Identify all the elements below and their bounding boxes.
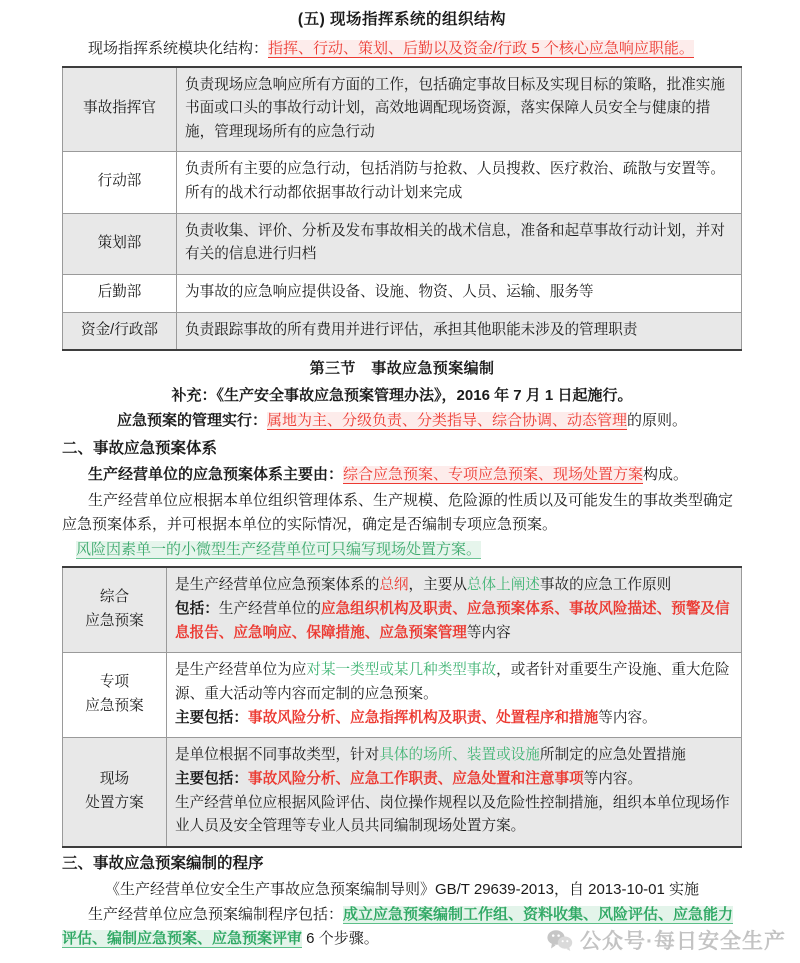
section-heading-3: 第三节 事故应急预案编制 bbox=[309, 360, 495, 378]
seg-red: 事故风险分析、应急工作职责、应急处置和注意事项 bbox=[247, 770, 584, 787]
standard-line: 《生产经营单位安全生产事故应急预案编制导则》GB/T 29639-2013，自 2013-10-01 实施 bbox=[104, 880, 700, 898]
seg-green: 总体上阐述 bbox=[466, 577, 540, 594]
supplement-line bbox=[62, 384, 742, 408]
system-paragraph: 生产经营单位应根据本单位组织管理体系、生产规模、危险源的性质以及可能发生的事故类型确定应急预案体系，并可根据本单位的实际情况，确定是否编制专项应急预案。 bbox=[62, 491, 734, 533]
body-line-1 bbox=[175, 574, 733, 598]
row-label-line1: 专项 bbox=[99, 674, 130, 691]
supplement-label: 补充： bbox=[171, 386, 217, 404]
seg-green: 对某一类型或某几种类型事故 bbox=[306, 662, 497, 679]
row-body bbox=[167, 738, 742, 847]
row-body: 负责跟踪事故的所有费用并进行评估，承担其他职能未涉及的管理职责 bbox=[177, 312, 742, 350]
seg-text: 事故的应急工作原则 bbox=[539, 577, 672, 594]
table-row bbox=[63, 738, 742, 847]
row-body: 为事故的应急响应提供设备、设施、物资、人员、运输、服务等 bbox=[177, 275, 742, 313]
seg-text: 等内容 bbox=[466, 624, 511, 641]
section-heading-2: 二、事故应急预案体系 bbox=[62, 440, 218, 458]
table-row bbox=[63, 275, 742, 313]
row-label-line2: 处置方案 bbox=[85, 794, 144, 811]
body-line-1 bbox=[175, 744, 733, 768]
page-title: (五) 现场指挥系统的组织结构 bbox=[297, 11, 507, 28]
table-row bbox=[63, 567, 742, 652]
seg-red: 事故风险分析、应急指挥机构及职责、处置程序和措施 bbox=[247, 709, 599, 726]
seg-text: 是生产经营单位应急预案体系的 bbox=[175, 577, 380, 594]
seg-label: 主要包括： bbox=[175, 709, 248, 726]
composition-highlight: 综合应急预案、专项应急预案、现场处置方案 bbox=[343, 466, 644, 484]
procedure-label: 生产经营单位应急预案编制程序包括： bbox=[88, 905, 344, 923]
intro-line bbox=[62, 37, 742, 61]
body-line-2 bbox=[175, 598, 733, 645]
plan-system-table bbox=[62, 566, 742, 847]
intro-highlight: 指挥、行动、策划、后勤以及资金/行政 5 个核心应急响应职能。 bbox=[268, 40, 694, 58]
seg-red: 应急组织机构及职责、应急预案体系、事故风险描述、预警及信息报告、应急响应、保障措施、应急预案管理 bbox=[175, 601, 730, 641]
management-line bbox=[62, 409, 742, 433]
row-label: 资金/行政部 bbox=[63, 312, 177, 350]
section-heading-4: 三、事故应急预案编制的程序 bbox=[62, 854, 264, 872]
seg-text: 所制定的应急处置措施 bbox=[539, 747, 686, 764]
row-body: 负责所有主要的应急行动，包括消防与抢救、人员搜救、医疗救治、疏散与安置等。所有的战术行动都依据事故行动计划来完成 bbox=[177, 152, 742, 213]
seg-text: ，主要从 bbox=[408, 577, 467, 594]
supplement-text: 《生产安全事故应急预案管理办法》，2016 年 7 月 1 日起施行。 bbox=[216, 386, 633, 404]
composition-tail: 构成。 bbox=[643, 466, 689, 484]
row-label bbox=[63, 653, 167, 738]
small-unit-line bbox=[62, 538, 742, 562]
row-label: 事故指挥官 bbox=[63, 67, 177, 152]
procedure-tail: 6 个步骤。 bbox=[302, 930, 379, 948]
seg-text: 等内容。 bbox=[583, 770, 643, 787]
seg-label: 包括： bbox=[175, 601, 219, 618]
row-label-line2: 应急预案 bbox=[85, 612, 144, 629]
row-body: 负责收集、评价、分析及发布事故相关的战术信息，准备和起草事故行动计划，并对有关的信息进行归档 bbox=[177, 213, 742, 274]
seg-text: 是生产经营单位为应 bbox=[175, 662, 307, 679]
small-unit-highlight: 风险因素单一的小微型生产经营单位可只编写现场处置方案。 bbox=[76, 541, 482, 559]
row-body: 负责现场应急响应所有方面的工作，包括确定事故目标及实现目标的策略，批准实施书面或口头的事故行动计划，高效地调配现场资源，落实保障人员安全与健康的措施，管理现场所有的应急行动 bbox=[177, 67, 742, 152]
management-tail: 的原则。 bbox=[627, 412, 688, 430]
seg-text: 等内容。 bbox=[598, 709, 657, 726]
intro-label: 现场指挥系统模块化结构： bbox=[88, 40, 269, 58]
row-label bbox=[63, 738, 167, 847]
row-body bbox=[167, 567, 742, 652]
row-label: 策划部 bbox=[63, 213, 177, 274]
seg-text: 是单位根据不同事故类型，针对 bbox=[175, 747, 380, 764]
table-row bbox=[63, 213, 742, 274]
seg-label: 主要包括： bbox=[175, 770, 248, 787]
system-composition-line bbox=[62, 463, 742, 487]
table-row bbox=[63, 312, 742, 350]
management-label: 应急预案的管理实行： bbox=[116, 412, 267, 430]
seg-text: ，或者针对重要生产设施、重大危险源、重大活动等内容而定制的应急预案。 bbox=[175, 662, 730, 702]
table-row bbox=[63, 152, 742, 213]
management-highlight: 属地为主、分级负责、分类指导、综合协调、动态管理 bbox=[266, 412, 627, 430]
body-line-1 bbox=[175, 659, 733, 706]
table-row bbox=[63, 653, 742, 738]
procedure-highlight: 成立应急预案编制工作组、资料收集、风险评估、应急能力评估、编制应急预案、应急预案评审 bbox=[62, 905, 734, 948]
body-line-3: 生产经营单位应根据风险评估、岗位操作规程以及危险性控制措施，组织本单位现场作业人员及安全管理等专业人员共同编制现场处置方案。 bbox=[175, 794, 730, 835]
seg-green: 具体的场所、装置或设施 bbox=[379, 747, 540, 764]
composition-label: 生产经营单位的应急预案体系主要由： bbox=[88, 466, 344, 484]
row-label-line2: 应急预案 bbox=[85, 697, 144, 714]
row-label: 行动部 bbox=[63, 152, 177, 213]
body-line-2 bbox=[175, 707, 733, 731]
row-label: 后勤部 bbox=[63, 275, 177, 313]
table-row bbox=[63, 67, 742, 152]
procedure-line bbox=[62, 903, 742, 952]
row-label-line1: 现场 bbox=[99, 770, 130, 787]
seg-text: 生产经营单位的 bbox=[218, 601, 321, 618]
body-line-2 bbox=[175, 768, 733, 792]
row-body bbox=[167, 653, 742, 738]
command-system-table bbox=[62, 66, 742, 352]
watermark-text: 公众号·每日安全生产 bbox=[580, 930, 786, 953]
row-label-line1: 综合 bbox=[99, 589, 130, 606]
seg-red: 总纲 bbox=[379, 577, 409, 594]
row-label bbox=[63, 567, 167, 652]
